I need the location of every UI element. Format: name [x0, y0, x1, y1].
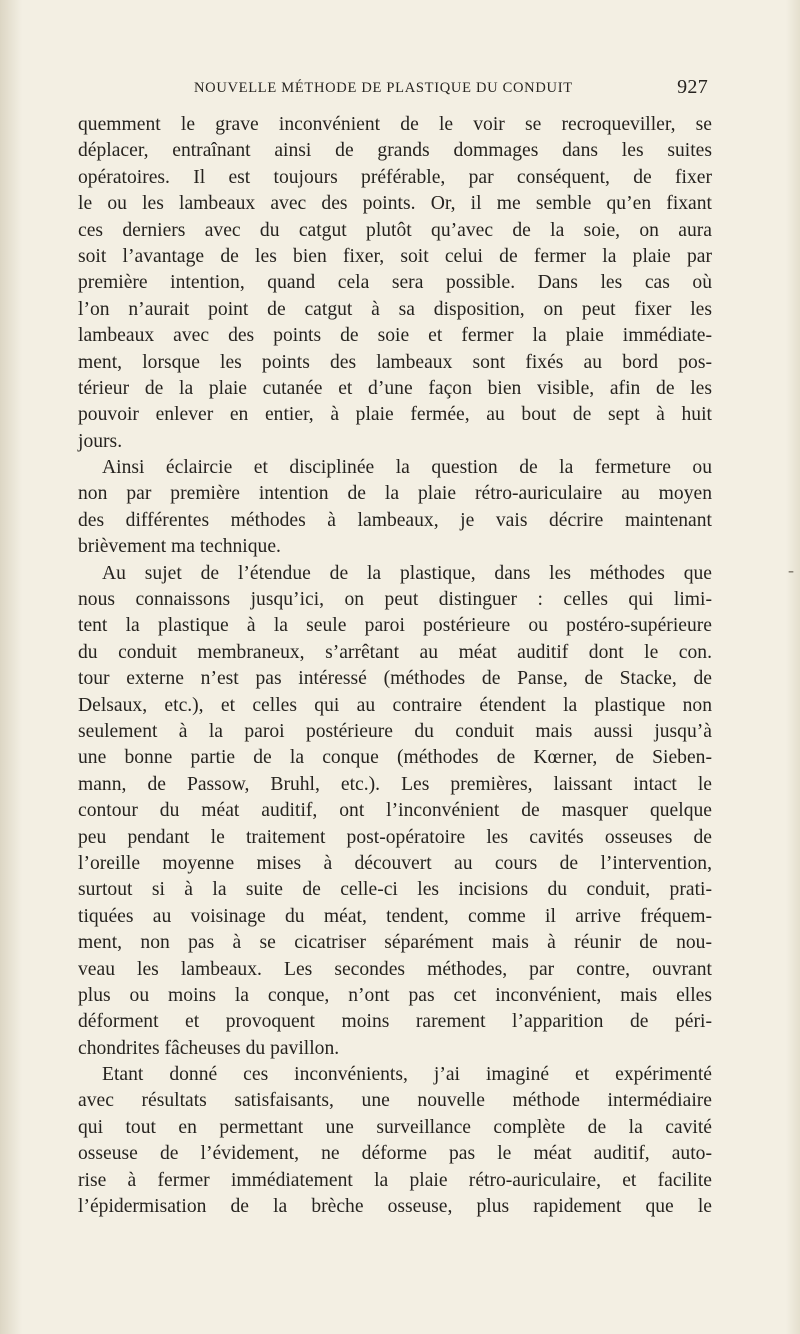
- text-line: Etant donné ces inconvénients, j’ai imaginé et expérimenté: [102, 1064, 712, 1086]
- text-line: jours.: [78, 430, 123, 452]
- text-line: première intention, quand cela sera possible. Dans les cas où: [78, 272, 712, 294]
- running-title: NOUVELLE MÉTHODE DE PLASTIQUE DU CONDUIT: [194, 80, 573, 96]
- text-line: Delsaux, etc.), et celles qui au contraire étendent la plastique non: [78, 694, 712, 716]
- text-line: ment, non pas à se cicatriser séparément mais à réunir de nou-: [78, 932, 712, 954]
- text-line: tiquées au voisinage du méat, tendent, comme il arrive fréquem-: [78, 905, 712, 927]
- text-line: mann, de Passow, Bruhl, etc.). Les premières, laissant intact le: [78, 773, 712, 795]
- text-line: surtout si à la suite de celle-ci les incisions du conduit, prati-: [78, 879, 712, 901]
- text-line: Au sujet de l’étendue de la plastique, dans les méthodes que: [102, 562, 712, 584]
- page-edge-shadow-right: [786, 0, 800, 1334]
- text-line: Ainsi éclaircie et disciplinée la question de la fermeture ou: [102, 457, 712, 479]
- text-line: pouvoir enlever en entier, à plaie fermée, au bout de sept à huit: [78, 404, 712, 426]
- text-line: ces derniers avec du catgut plutôt qu’avec de la soie, on aura: [78, 219, 712, 241]
- text-line: opératoires. Il est toujours préférable, par conséquent, de fixer: [78, 166, 712, 188]
- text-line: l’oreille moyenne mises à découvert au cours de l’intervention,: [78, 852, 712, 874]
- text-line: térieur de la plaie cutanée et d’une façon bien visible, afin de les: [78, 377, 712, 399]
- text-line: l’épidermisation de la brèche osseuse, plus rapidement que le: [78, 1196, 712, 1218]
- text-line: tent la plastique à la seule paroi postérieure ou postéro-supérieure: [78, 615, 712, 637]
- text-line: avec résultats satisfaisants, une nouvelle méthode intermédiaire: [78, 1090, 712, 1112]
- text-line: veau les lambeaux. Les secondes méthodes, par contre, ouvrant: [78, 958, 712, 980]
- text-line: chondrites fâcheuses du pavillon.: [78, 1037, 340, 1059]
- body-text: [78, 112, 712, 1220]
- text-line: déplacer, entraînant ainsi de grands dommages dans les suites: [78, 140, 712, 162]
- text-line: le ou les lambeaux avec des points. Or, il me semble qu’en fixant: [78, 193, 712, 215]
- text-line: des différentes méthodes à lambeaux, je vais décrire maintenant: [78, 509, 712, 531]
- text-line: brièvement ma technique.: [78, 536, 281, 558]
- text-line: une bonne partie de la conque (méthodes de Kœrner, de Sieben-: [78, 747, 712, 769]
- text-line: quemment le grave inconvénient de le voir se recroqueviller, se: [78, 114, 712, 135]
- text-line: qui tout en permettant une surveillance complète de la cavité: [78, 1116, 712, 1138]
- text-line: non par première intention de la plaie rétro-auriculaire au moyen: [78, 483, 712, 505]
- text-line: tour externe n’est pas intéressé (méthodes de Panse, de Stacke, de: [78, 668, 712, 690]
- page-number: 927: [677, 76, 708, 98]
- text-line: déforment et provoquent moins rarement l’apparition de péri-: [78, 1011, 712, 1033]
- text-line: soit l’avantage de les bien fixer, soit celui de fermer la plaie par: [78, 245, 712, 267]
- text-line: seulement à la paroi postérieure du conduit mais aussi jusqu’à: [78, 720, 712, 742]
- text-line: rise à fermer immédiatement la plaie rétro-auriculaire, et facilite: [78, 1169, 712, 1191]
- text-line: lambeaux avec des points de soie et fermer la plaie immédiate-: [78, 325, 712, 347]
- text-line: l’on n’aurait point de catgut à sa disposition, on peut fixer les: [78, 298, 712, 320]
- page-edge-shadow-left: [0, 0, 22, 1334]
- margin-mark: -: [788, 560, 794, 580]
- text-line: du conduit membraneux, s’arrêtant au méat auditif dont le con.: [78, 641, 712, 663]
- text-line: osseuse de l’évidement, ne déforme pas le méat auditif, auto-: [78, 1143, 712, 1165]
- running-header: [78, 76, 712, 102]
- text-line: peu pendant le traitement post-opératoire les cavités osseuses de: [78, 826, 712, 848]
- text-line: nous connaissons jusqu’ici, on peut distinguer : celles qui limi-: [78, 589, 712, 611]
- text-line: plus ou moins la conque, n’ont pas cet inconvénient, mais elles: [78, 984, 712, 1006]
- text-line: contour du méat auditif, ont l’inconvénient de masquer quelque: [78, 800, 712, 822]
- text-line: ment, lorsque les points des lambeaux sont fixés au bord pos-: [78, 351, 712, 373]
